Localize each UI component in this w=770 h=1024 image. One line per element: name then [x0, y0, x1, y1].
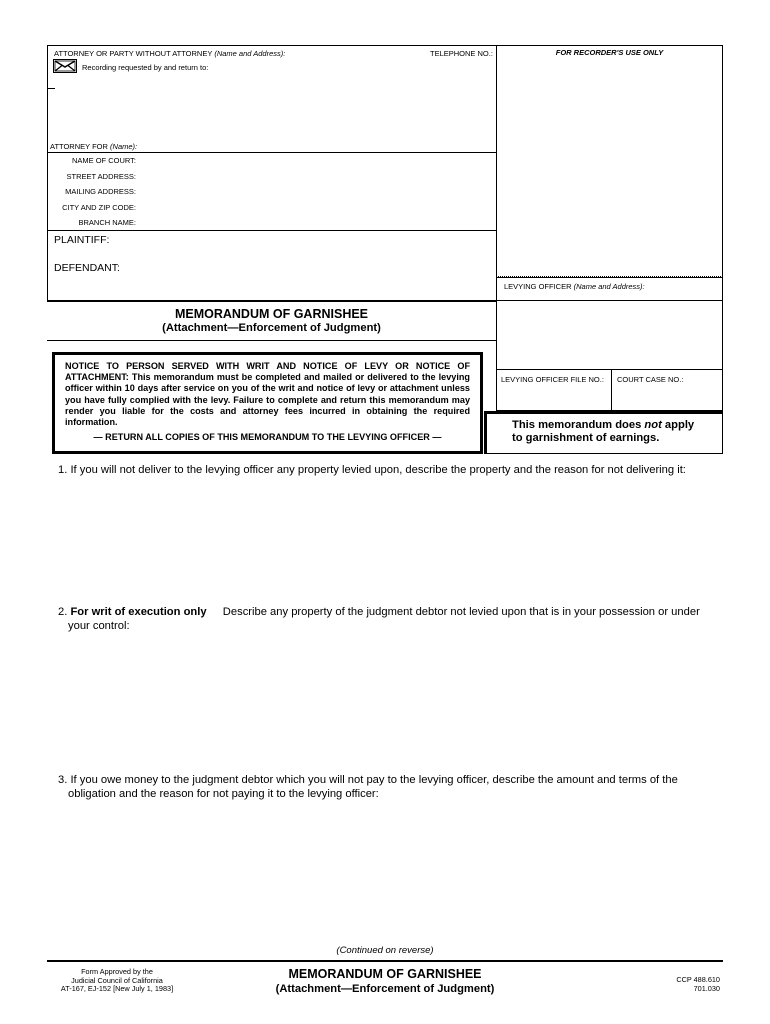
footer-title: MEMORANDUM OF GARNISHEE [288, 967, 482, 981]
item-1 [58, 463, 728, 477]
recorder-bottom-rule [496, 277, 723, 278]
title-top-rule [47, 301, 496, 302]
footer-subtitle: (Attachment—Enforcement of Judgment) [275, 983, 495, 995]
levying-file-no-label: LEVYING OFFICER FILE NO.: [501, 375, 604, 384]
street-address-label: STREET ADDRESS: [66, 172, 136, 181]
court-top-rule [47, 152, 496, 153]
continued-note: (Continued on reverse) [336, 945, 434, 956]
form-title: MEMORANDUM OF GARNISHEE [174, 307, 369, 321]
mail-envelope-icon [53, 59, 77, 73]
item-2: 2. For writ of execution only Describe any property of the judgment debtor not levied upon that is in your possession or under [58, 606, 700, 618]
form-subtitle: (Attachment—Enforcement of Judgment) [162, 322, 381, 334]
item-3: 3. If you owe money to the judgment debtor which you will not pay to the levying officer, describe the amount and terms of the [58, 774, 678, 786]
defendant-label: DEFENDANT: [54, 262, 120, 274]
form-number: AT-167, EJ-152 [New July 1, 1983] [60, 984, 174, 994]
item-2-answer-area[interactable] [58, 637, 723, 765]
left-tick-foot [47, 88, 55, 89]
recorder-divider [496, 45, 497, 301]
footer-rule [47, 960, 723, 962]
item-1-text: If you will not deliver to the levying officer any property levied upon, describe the property and the reason for not delivering it: [70, 464, 686, 476]
branch-name-label: BRANCH NAME: [78, 218, 136, 227]
city-zip-label: CITY AND ZIP CODE: [62, 203, 136, 212]
court-case-no-label: COURT CASE NO.: [617, 375, 684, 384]
file-case-divider [611, 369, 612, 411]
recorder-use-label: FOR RECORDER'S USE ONLY [555, 48, 664, 57]
item-1-answer-area[interactable] [58, 482, 723, 600]
item-3-text-continued: obligation and the reason for not paying it to the levying officer: [68, 788, 379, 800]
caption-box [47, 45, 723, 301]
item-2-bold: For writ of execution only [70, 606, 207, 618]
file-case-top-rule [496, 369, 723, 370]
code-reference-1: CCP 488.610 [676, 975, 720, 984]
notice-return-text: — RETURN ALL COPIES OF THIS MEMORANDUM TO THE LEVYING OFFICER — [93, 432, 442, 443]
attorney-label: ATTORNEY OR PARTY WITHOUT ATTORNEY (Name and Address): [54, 49, 286, 58]
attorney-for-label: ATTORNEY FOR (Name): [50, 142, 138, 151]
code-references [620, 975, 720, 993]
title-bottom-rule [47, 340, 496, 341]
form-approval-line2: Judicial Council of California [71, 975, 163, 985]
plaintiff-label: PLAINTIFF: [54, 234, 110, 246]
item-1-number: 1. [58, 464, 68, 476]
item-2-text: Describe any property of the judgment debtor not levied upon that is in your possession or under [222, 606, 700, 618]
form-approval-line1: Form Approved by the [81, 967, 153, 976]
item-2-text-continued: your control: [68, 620, 130, 632]
telephone-label: TELEPHONE NO.: [430, 49, 493, 58]
mailing-address-label: MAILING ADDRESS: [65, 187, 136, 196]
form-approval [22, 968, 212, 994]
recording-requested-label: Recording requested by and return to: [82, 63, 209, 72]
code-reference-2: 701.030 [693, 984, 720, 993]
earnings-note: This memorandum does not apply to garnishment of earnings. [512, 419, 695, 444]
levying-dotted-rule [496, 276, 723, 277]
court-name-label: NAME OF COURT: [71, 156, 136, 165]
left-tick [47, 80, 48, 88]
levying-officer-label: LEVYING OFFICER (Name and Address): [504, 282, 645, 291]
file-case-box [496, 301, 723, 411]
item-3-text: If you owe money to the judgment debtor which you will not pay to the levying officer, describe the amount and terms of the [70, 774, 678, 786]
notice-box [52, 352, 483, 454]
court-bottom-rule [47, 230, 496, 231]
notice-text: NOTICE TO PERSON SERVED WITH WRIT AND NOTICE OF LEVY OR NOTICE OF ATTACHMENT: This memorandum must be completed and mailed or delivered to the levying officer within 10 days after service on you of the writ and notice of levy or attachment unless you have fully complied with the levy. Failure to complete and return this memorandum may render you liable for the costs and attorney fees incurred in obtaining the required information. [65, 361, 470, 428]
item-3-answer-area[interactable] [58, 805, 723, 935]
